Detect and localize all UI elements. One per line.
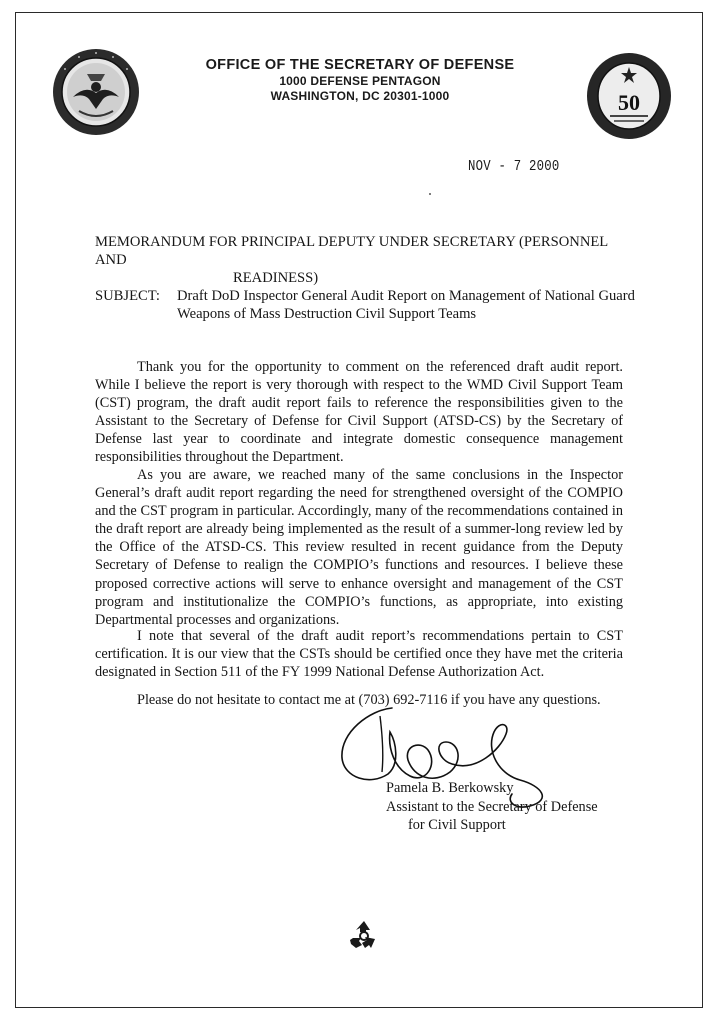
50th-anniversary-emblem-icon [586, 52, 672, 140]
recycle-symbol-icon [347, 918, 381, 952]
department-of-defense-seal-icon [51, 47, 141, 137]
memorandum-for [95, 233, 635, 287]
svg-text:50: 50 [618, 90, 640, 115]
body-paragraph-2: As you are aware, we reached many of the same conclusions in the Inspector General’s draft audit report regarding the need for strengthened oversight of the COMPIO and the CST program in particular. Accordingly, many of the recommendations contained in the draft report are already being implemented as the result of a summer-long review led by the Office of the ATSD-CS. This review resulted in recent guidance from the Deputy Secretary of Defense to realign the COMPIO’s functions and resources. I believe these proposed corrective actions will serve to enhance oversight and management of the CST program and institutionalize the COMPIO’s functions, as appropriate, into existing Departmental processes and organizations. [95, 467, 623, 628]
signer-title: Assistant to the Secretary of Defense [386, 798, 598, 815]
scan-speck [429, 193, 431, 195]
body-paragraph-3: I note that several of the draft audit report’s recommendations pertain to CST certification. It is our view that the CSTs should be certified once they have met the criteria designated in Section 511 of the FY 1999 National Defense Authorization Act. [95, 628, 623, 681]
letterhead [150, 57, 570, 104]
subject-text: Draft DoD Inspector General Audit Report on Management of National Guard Weapons of Mass Destruction Civil Support Teams [177, 288, 635, 322]
signature-block [386, 779, 598, 835]
subject-label: SUBJECT: [95, 288, 160, 304]
memo-line-1: MEMORANDUM FOR PRINCIPAL DEPUTY UNDER SECRETARY (PERSONNEL AND [95, 234, 608, 268]
signer-title-2: for Civil Support [408, 817, 506, 833]
subject [95, 287, 635, 323]
memo-date: NOV - 7 2000 [468, 158, 560, 175]
body-paragraph-1: Thank you for the opportunity to comment on the referenced draft audit report. While I believe the report is very thorough with respect to the WMD Civil Support Team (CST) program, the draft audit report fails to reference the responsibilities given to the Assistant to the Secretary of Defense for Civil Support (ATSD-CS) by the Secretary of Defense last year to coordinate and integrate domestic consequence management responsibilities throughout the Department. [95, 359, 623, 466]
memo-line-2: READINESS) [233, 270, 319, 286]
address-line-1: 1000 DEFENSE PENTAGON [279, 74, 441, 88]
signer-name: Pamela B. Berkowsky [386, 780, 514, 796]
office-title: OFFICE OF THE SECRETARY OF DEFENSE [205, 57, 515, 73]
address-line-2: WASHINGTON, DC 20301-1000 [270, 89, 450, 103]
closing-line: Please do not hesitate to contact me at (703) 692-7116 if you have any questions. [137, 692, 601, 708]
